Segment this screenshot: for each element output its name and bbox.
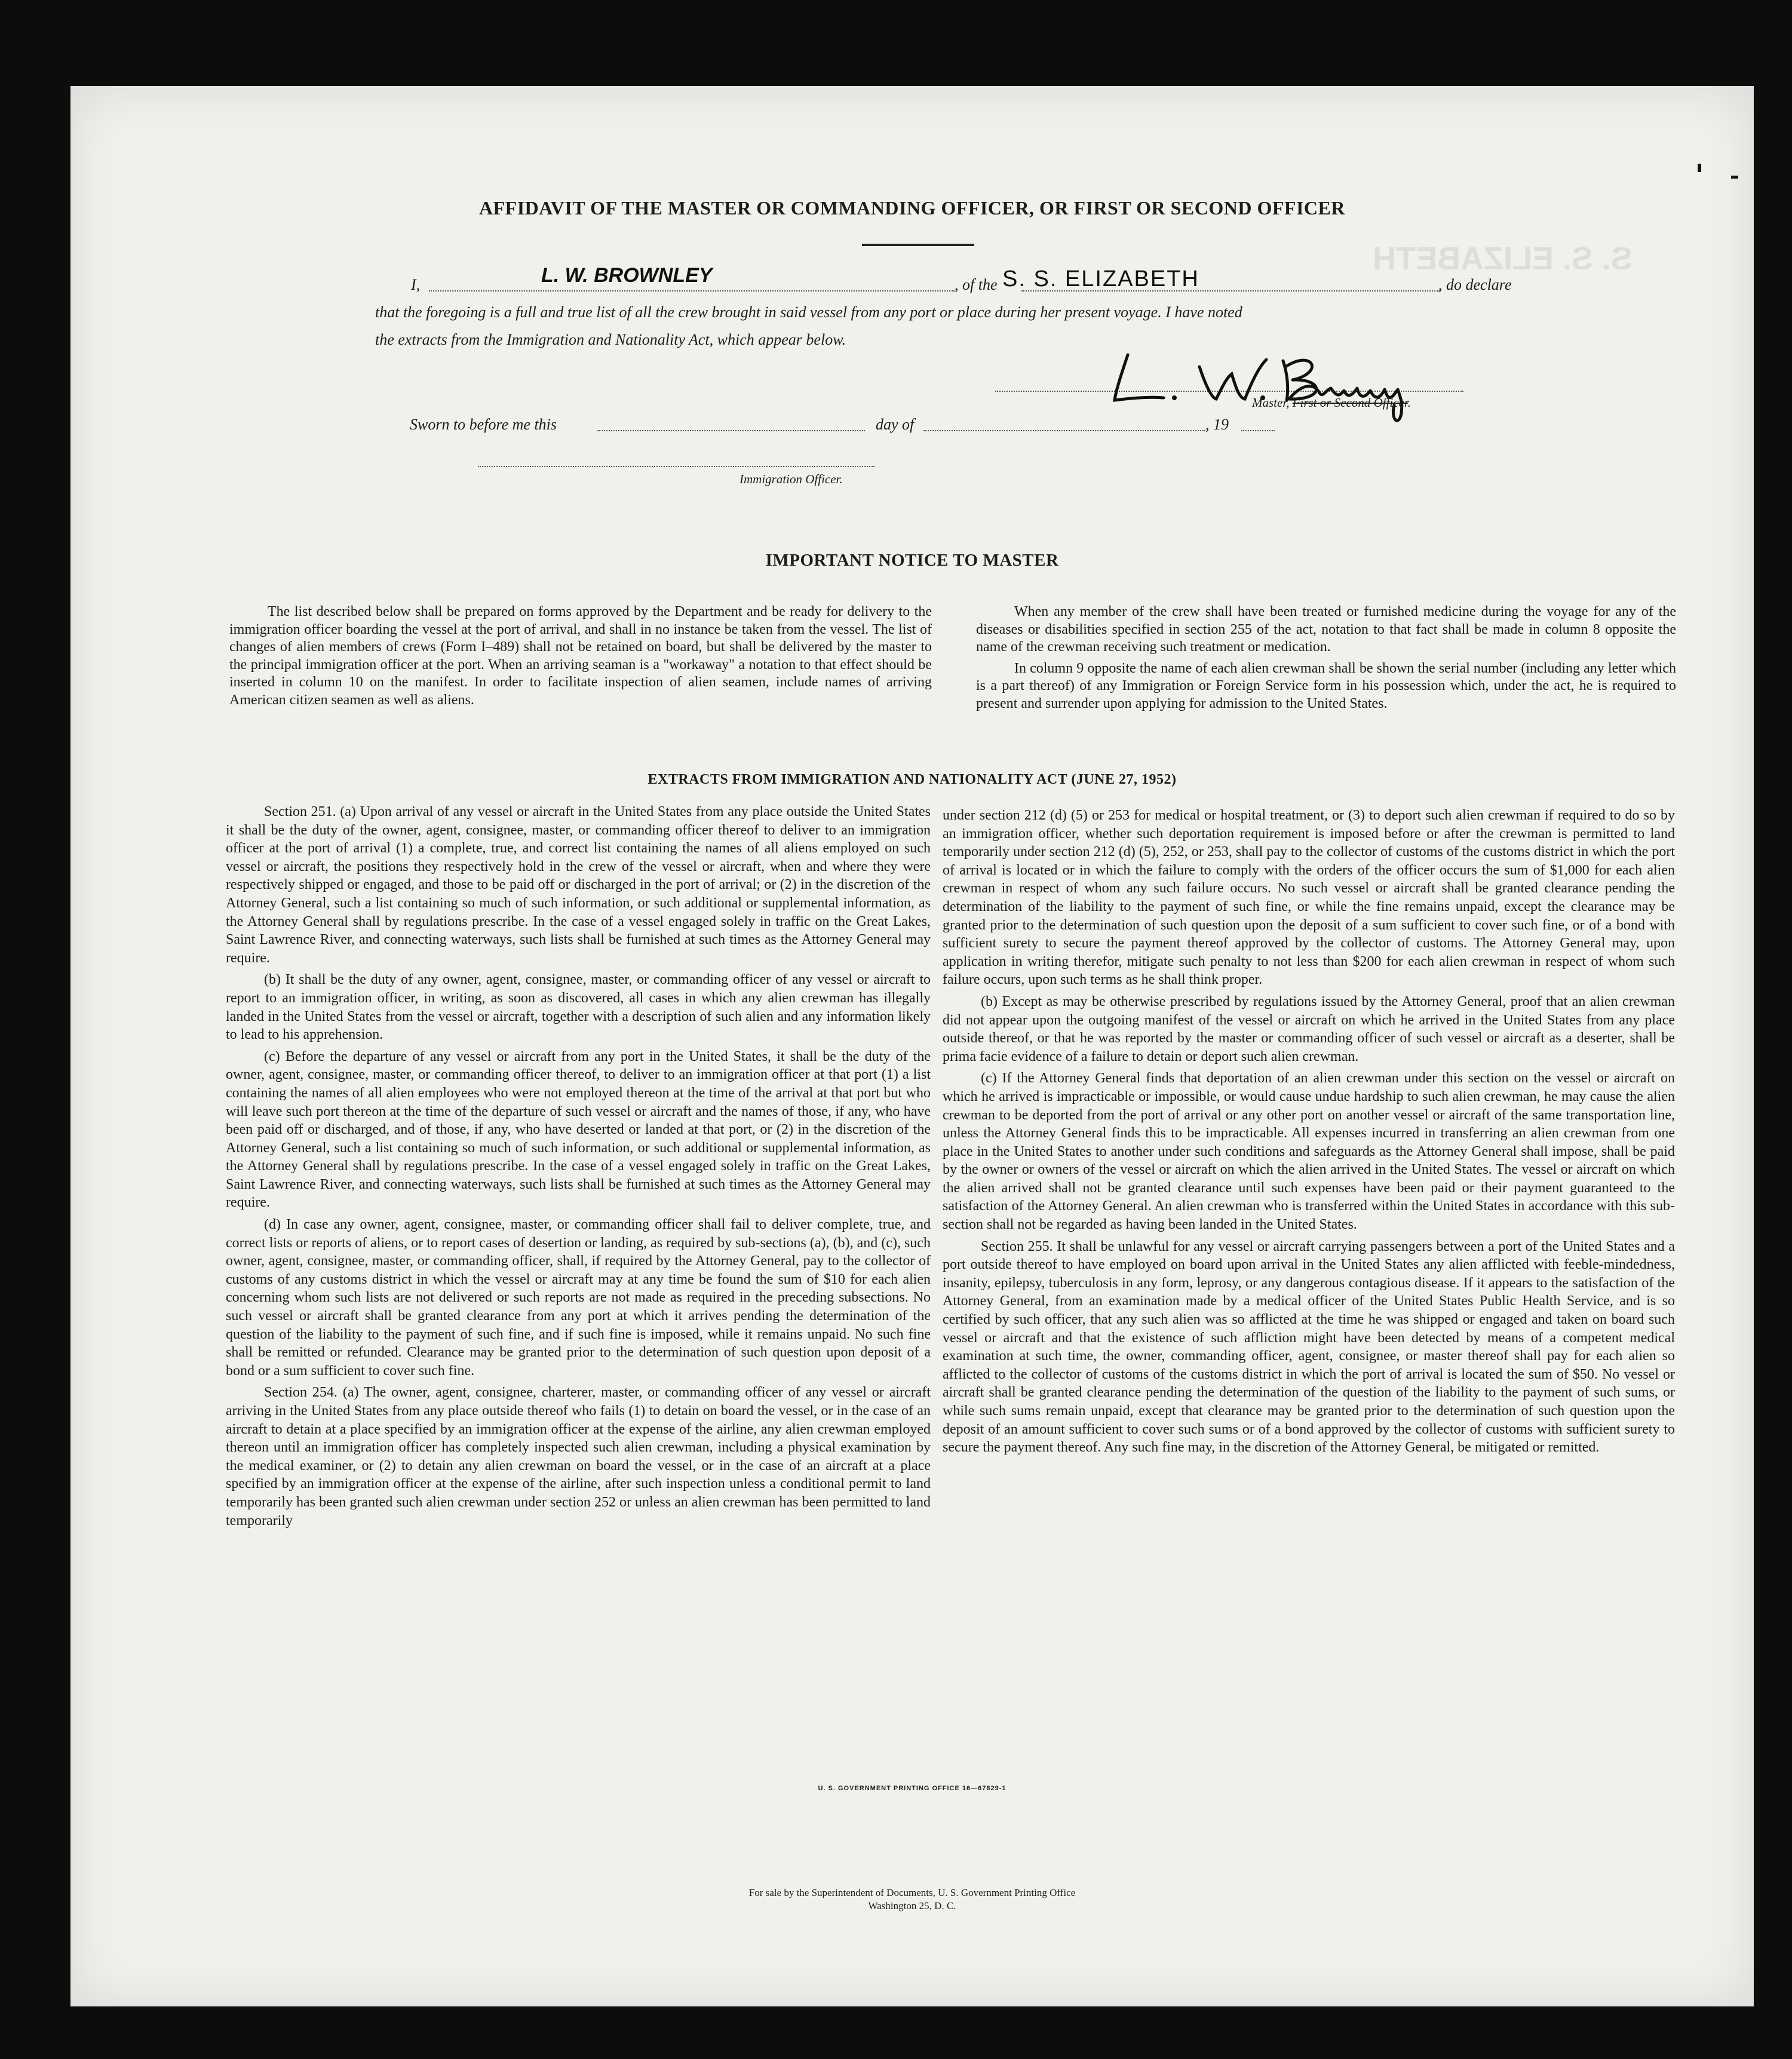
declaration-line-3: the extracts from the Immigration and Nationality Act, which appear below. (375, 331, 846, 348)
section-254-a: Section 254. (a) The owner, agent, consignee, charterer, master, or commanding officer of any vessel or aircraft arriving in the United States from any place outside thereof who fails (1) to detain on board the vessel, or in the case of an aircraft to detain at a place specified by an immigration officer at the expense of the airline, any alien crewman employed thereon until an immigration officer has completely inspected such alien crewman, including a physical examination by the medical examiner, or (2) to detain any alien crewman on board the vessel, or in the case of an aircraft at a place specified by an immigration officer at the expense of the airline, after such inspection unless a conditional permit to land temporarily has been granted such alien crewman under section 252 or unless an alien crewman has been permitted to land temporarily (226, 1385, 931, 1529)
sale-line-1: For sale by the Superintendent of Documents, U. S. Government Printing Office (748, 1887, 1076, 1898)
name-fill-line (429, 290, 955, 291)
caption-struck-officers: First or Second Officer (1292, 395, 1408, 410)
bleed-through-vessel: S. S. ELIZABETH (1373, 241, 1633, 277)
of-the-label: , of the (955, 276, 998, 293)
sworn-label: Sworn to before me this (410, 416, 557, 433)
section-251-a: Section 251. (a) Upon arrival of any vessel or aircraft in the United States from any place outside the United States it shall be the duty of the owner, agent, consignee, master, or commanding officer thereof to deliver to an immigration officer at the port of arrival (1) a complete, true, and correct list containing the names of all aliens employed on such vessel or aircraft, the positions they respectively hold in the crew of the vessel or aircraft, when and where they were respectively shipped or engaged, and those to be paid off or discharged in the port of arrival; or (2) in the discretion of the Attorney General, such a list containing so much of such information, or such additional or supplemental information, as the Attorney General shall by regulations prescribe. In the case of a vessel engaged solely in traffic on the Great Lakes, Saint Lawrence River, and connecting waterways, such lists shall be furnished at such times as the Attorney General may require. (226, 804, 931, 966)
sworn-day-line (597, 430, 865, 431)
notice-right-paragraph-1: When any member of the crew shall have been treated or furnished medicine during the voyage for any of the diseases or disabilities specified in section 255 of the act, notation to that fact shall be made in column 8 opposite the name of the crewman receiving such treatment or medication. (976, 604, 1676, 655)
sale-notice (70, 1886, 1754, 1913)
sworn-month-line (923, 430, 1205, 431)
title-divider (862, 244, 974, 246)
extracts-right-column (943, 806, 1675, 1460)
section-254-c: (c) If the Attorney General finds that deportation of an alien crewman under this section on the vessel or aircraft on which he arrived is impracticable or impossible, or would cause undue hardship to such alien crewman, he may cause the alien crewman to be deported from the port of arrival or any other port on another vessel or aircraft of the same transportation line, unless the Attorney General finds this to be impracticable. All expenses incurred in transferring an alien crewman from one place in the United States to another under such conditions and safeguards as the Attorney General shall impose, shall be paid by the owner or owners of the vessel or aircraft on which the alien arrived in the United States. The vessel or aircraft on which the alien arrived shall not be granted clearance until such expenses have been paid or their payment guaranteed to the satisfaction of the Attorney General. An alien crewman who is transferred within the United States in accordance with this sub-section shall not be regarded as having been landed in the United States. (943, 1070, 1675, 1233)
section-254-b: (b) Except as may be otherwise prescribed by regulations issued by the Attorney General, proof that an alien crewman did not appear upon the outgoing manifest of the vessel or aircraft on which he arrived in the United States from any place outside thereof, or that he was reported by the master or commanding officer of such vessel or aircraft as a deserter, shall be prima facie evidence of a failure to detain or deport such alien crewman. (943, 993, 1675, 1064)
section-255: Section 255. It shall be unlawful for any vessel or aircraft carrying passengers between a port of the United States and a port outside thereof to have employed on board upon arrival in the United States any alien afflicted with feeble-mindedness, insanity, epilepsy, tuberculosis in any form, leprosy, or any dangerous contagious disease. If it appears to the satisfaction of the Attorney General, from an examination made by a medical officer of the United States Public Health Service, and is so certified by such officer, that any such alien was so afflicted at the time he was shipped or engaged and taken on board such vessel or aircraft and that the existence of such affliction might have been detected by means of a competent medical examination at such time, the owner, commanding officer, agent, consignee, or master thereof shall pay for each alien so afflicted to the collector of customs of the customs district in which the port of arrival is located the sum of $50. No vessel or aircraft shall be granted clearance pending the determination of the question of the liability to the payment of such sums, or while such sums remain unpaid, except that clearance may be granted prior to the determination of such question upon the deposit of an amount sufficient to cover such sums or of a bond approved by the collector of customs with sufficient surety to secure the payment thereof. Any such fine may, in the discretion of the Attorney General, be mitigated or remitted. (943, 1238, 1675, 1456)
immigration-officer-line (478, 466, 874, 467)
notice-right-column (976, 603, 1676, 716)
section-251-b: (b) It shall be the duty of any owner, agent, consignee, master, or commanding officer of any vessel or aircraft to report to an immigration officer, in writing, as soon as discovered, all cases in which any alien crewman has illegally landed in the United States from the vessel or aircraft, together with a description of such alien and any information likely to lead to his apprehension. (226, 972, 931, 1043)
year-label: , 19 (1205, 416, 1229, 433)
sale-line-2: Washington 25, D. C. (868, 1900, 956, 1911)
declarant-name: L. W. BROWNLEY (541, 264, 713, 287)
section-254-a-continued: under section 212 (d) (5) or 253 for medical or hospital treatment, or (3) to deport such alien crewman if required to do so by an immigration officer, whether such deportation requirement is imposed before or after the crewman is permitted to land temporarily under section 212 (d) (5), 252, or 253, shall pay to the collector of customs of the customs district in which the port of arrival is located or in which the failure to comply with the orders of the officer occurs the sum of $1,000 for each alien crewman in respect of whom any such failure occurs. No such vessel or aircraft shall be granted clearance pending the determination of the liability to the payment of such fine, or while the fine remains unpaid, except the clearance may be granted prior to the determination of such question upon the deposit of a sum sufficient to cover such fine, or of a bond with sufficient surety to secure the payment thereof approved by the collector of customs. The Attorney General may, upon application in writing therefor, mitigate such penalty to not less than $200 for each alien crewman in respect of whom such failure occurs, upon such terms as he shall think proper. (943, 808, 1675, 988)
day-of-label: day of (876, 416, 915, 433)
declaration-prefix: I, (411, 276, 421, 293)
section-251-d: (d) In case any owner, agent, consignee, master, or commanding officer shall fail to deliver complete, true, and correct lists or reports of aliens, or to report cases of desertion or landing, as required by sub-sections (a), (b), and (c), such owner, agent, consignee, master, or commanding officer, shall, if required by the Attorney General, pay to the collector of customs of any customs district in which the vessel or aircraft may at any time be found the sum of $10 for each alien concerning whom such lists are not delivered or such reports are not made as required in the preceding subsections. No such vessel or aircraft shall be granted clearance from any port at which it arrives pending the determination of the question of the liability to the payment of such fine, and if such fine is imposed, while it remains unpaid. No such fine shall be remitted or refunded. Clearance may be granted prior to the determination of such question upon deposit of a bond or a sum sufficient to cover such fine. (226, 1217, 931, 1379)
scan-mark-2 (1731, 176, 1738, 179)
printer-imprint: U. S. GOVERNMENT PRINTING OFFICE 16—67829-1 (818, 1785, 1007, 1792)
sworn-year-line (1241, 430, 1275, 431)
immigration-officer-caption: Immigration Officer. (739, 472, 843, 486)
declaration-line-2: that the foregoing is a full and true list of all the crew brought in said vessel from any port or place during her present voyage. I have noted (375, 303, 1242, 321)
notice-left-column (229, 603, 932, 713)
extracts-title: EXTRACTS FROM IMMIGRATION AND NATIONALITY ACT (JUNE 27, 1952) (648, 772, 1177, 787)
affidavit-title: AFFIDAVIT OF THE MASTER OR COMMANDING OFFICER, OR FIRST OR SECOND OFFICER (479, 197, 1345, 219)
scan-mark-1 (1698, 164, 1701, 172)
notice-right-paragraph-2: In column 9 opposite the name of each alien crewman shall be shown the serial number (including any letter which is a part thereof) of any Immigration or Foreign Service form in his possession which, under the act, he is required to present and surrender upon applying for admission to the United States. (976, 660, 1676, 711)
extracts-left-column (226, 803, 931, 1533)
do-declare-label: , do declare (1438, 276, 1512, 293)
notice-left-paragraph: The list described below shall be prepared on forms approved by the Department and be ready for delivery to the immigration officer boarding the vessel at the port of arrival, and shall in no instance be taken from the vessel. The list of changes of alien members of crews (Form I–489) shall not be retained on board, but shall be delivered by the master to the principal immigration officer at the port. When an arriving seaman is a "workaway" a notation to that effect should be inserted in column 10 on the manifest. In order to facilitate inspection of alien seamen, include names of arriving American citizen seamen as well as aliens. (229, 604, 932, 708)
caption-master: Master, (1252, 395, 1293, 410)
vessel-name: S. S. ELIZABETH (1002, 266, 1199, 291)
caption-period: . (1407, 395, 1411, 410)
section-251-c: (c) Before the departure of any vessel or aircraft from any port in the United States, it shall be the duty of the owner, agent, consignee, master, or commanding officer thereof, to deliver to an immigration officer at that port (1) a list containing the names of all alien employees who were not employed thereon at the time of the arrival at that port but who will leave such port thereon at the time of the departure of such vessel or aircraft and the names of those, if any, who have been paid off or discharged, and of those, if any, who have deserted or landed at that port, or (2) in the discretion of the Attorney General, such a list containing so much of such information, or such additional or supplemental information, as the Attorney General shall by regulations prescribe. In the case of a vessel engaged solely in traffic on the Great Lakes, Saint Lawrence River, and connecting waterways, such lists shall be furnished at such times as the Attorney General may require. (226, 1048, 931, 1211)
document-page (70, 86, 1754, 2006)
notice-title: IMPORTANT NOTICE TO MASTER (765, 551, 1059, 570)
signature-caption (1252, 395, 1411, 410)
